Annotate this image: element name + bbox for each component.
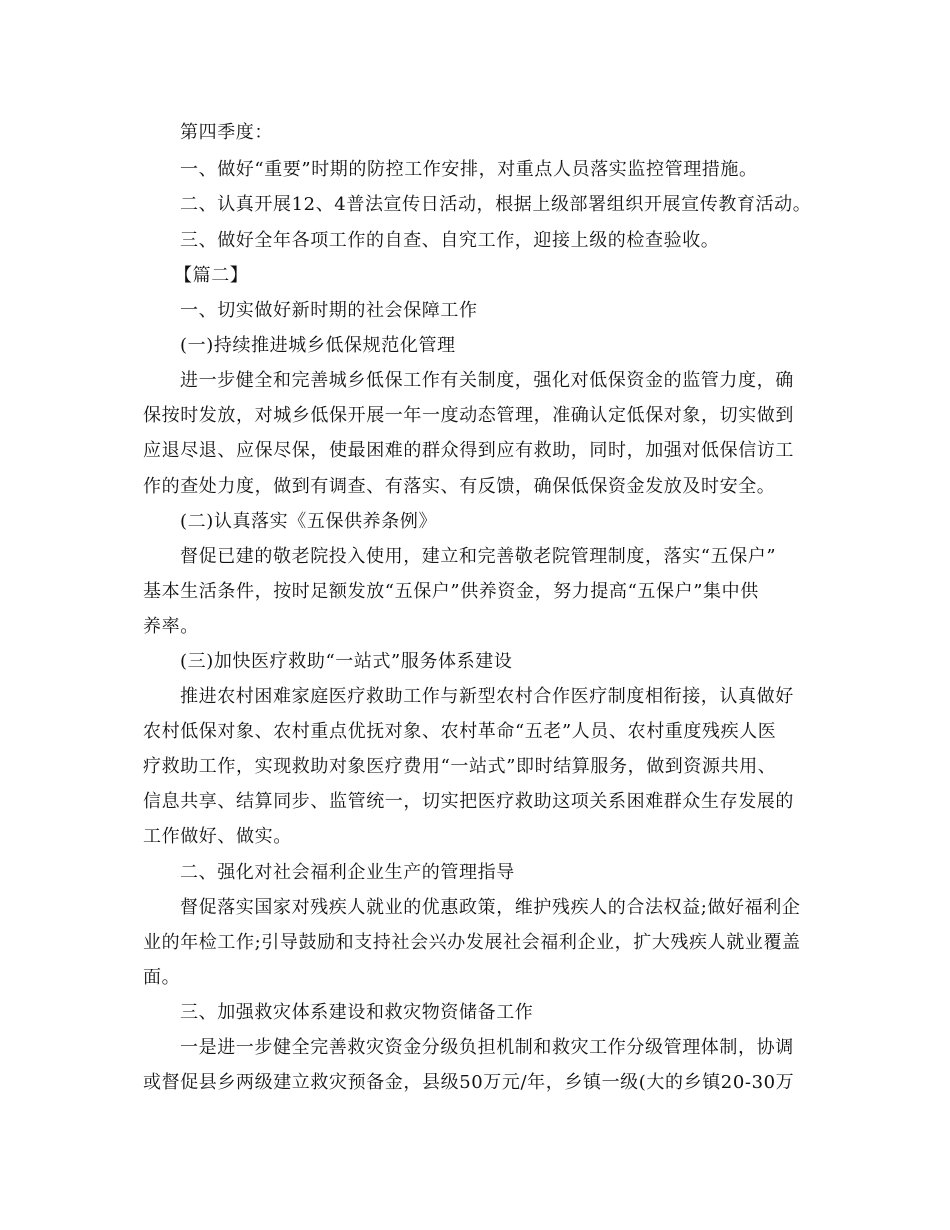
paragraph-line: 推进农村困难家庭医疗救助工作与新型农村合作医疗制度相衔接，认真做好	[180, 686, 794, 707]
paragraph-line: 工作做好、做实。	[143, 826, 292, 847]
paragraph-line: 信息共享、结算同步、监管统一，切实把医疗救助这项关系困难群众生存发展的	[143, 791, 794, 812]
paragraph-line: 进一步健全和完善城乡低保工作有关制度，强化对低保资金的监管力度，确	[180, 370, 794, 391]
paragraph-line: 督促落实国家对残疾人就业的优惠政策，维护残疾人的合法权益;做好福利企	[180, 897, 801, 918]
paragraph-line: 督促已建的敬老院投入使用，建立和完善敬老院管理制度，落实“五保户”	[180, 546, 777, 567]
paragraph-line: 养率。	[143, 616, 199, 637]
list-item: 二、认真开展12、4普法宣传日活动，根据上级部署组织开展宣传教育活动。	[180, 194, 812, 215]
paragraph-line: 面。	[143, 967, 181, 988]
paragraph-line: 业的年检工作;引导鼓励和支持社会兴办发展社会福利企业，扩大残疾人就业覆盖	[143, 932, 801, 953]
subsection-heading: (二)认真落实《五保供养条例》	[180, 511, 438, 532]
paragraph-line: 应退尽退、应保尽保，使最困难的群众得到应有救助，同时，加强对低保信访工	[143, 440, 794, 461]
section-heading: 一、切实做好新时期的社会保障工作	[180, 300, 478, 321]
paragraph-line: 作的查处力度，做到有调查、有落实、有反馈，确保低保资金发放及时安全。	[143, 476, 776, 497]
list-item: 一、做好“重要”时期的防控工作安排，对重点人员落实监控管理措施。	[180, 159, 758, 180]
section-heading: 三、加强救灾体系建设和救灾物资储备工作	[180, 1002, 534, 1023]
paragraph-line: 或督促县乡两级建立救灾预备金，县级50万元/年，乡镇一级(大的乡镇20-30万	[143, 1072, 795, 1093]
paragraph-line: 保按时发放，对城乡低保开展一年一度动态管理，准确认定低保对象，切实做到	[143, 405, 794, 426]
paragraph-line: 农村低保对象、农村重点优抚对象、农村革命“五老”人员、农村重度残疾人医	[143, 721, 777, 742]
section-heading: 第四季度：	[180, 122, 273, 143]
subsection-heading: (三)加快医疗救助“一站式”服务体系建设	[180, 651, 513, 672]
subsection-heading: (一)持续推进城乡低保规范化管理	[180, 335, 456, 356]
paragraph-line: 基本生活条件，按时足额发放“五保户”供养资金，努力提高“五保户”集中供	[143, 581, 759, 602]
section-heading: 二、强化对社会福利企业生产的管理指导	[180, 862, 515, 883]
paragraph-line: 疗救助工作，实现救助对象医疗费用“一站式”即时结算服务，做到资源共用、	[143, 756, 777, 777]
list-item: 三、做好全年各项工作的自查、自究工作，迎接上级的检查验收。	[180, 230, 720, 251]
part-heading: 【篇二】	[174, 265, 249, 286]
paragraph-line: 一是进一步健全完善救灾资金分级负担机制和救灾工作分级管理体制，协调	[180, 1037, 794, 1058]
